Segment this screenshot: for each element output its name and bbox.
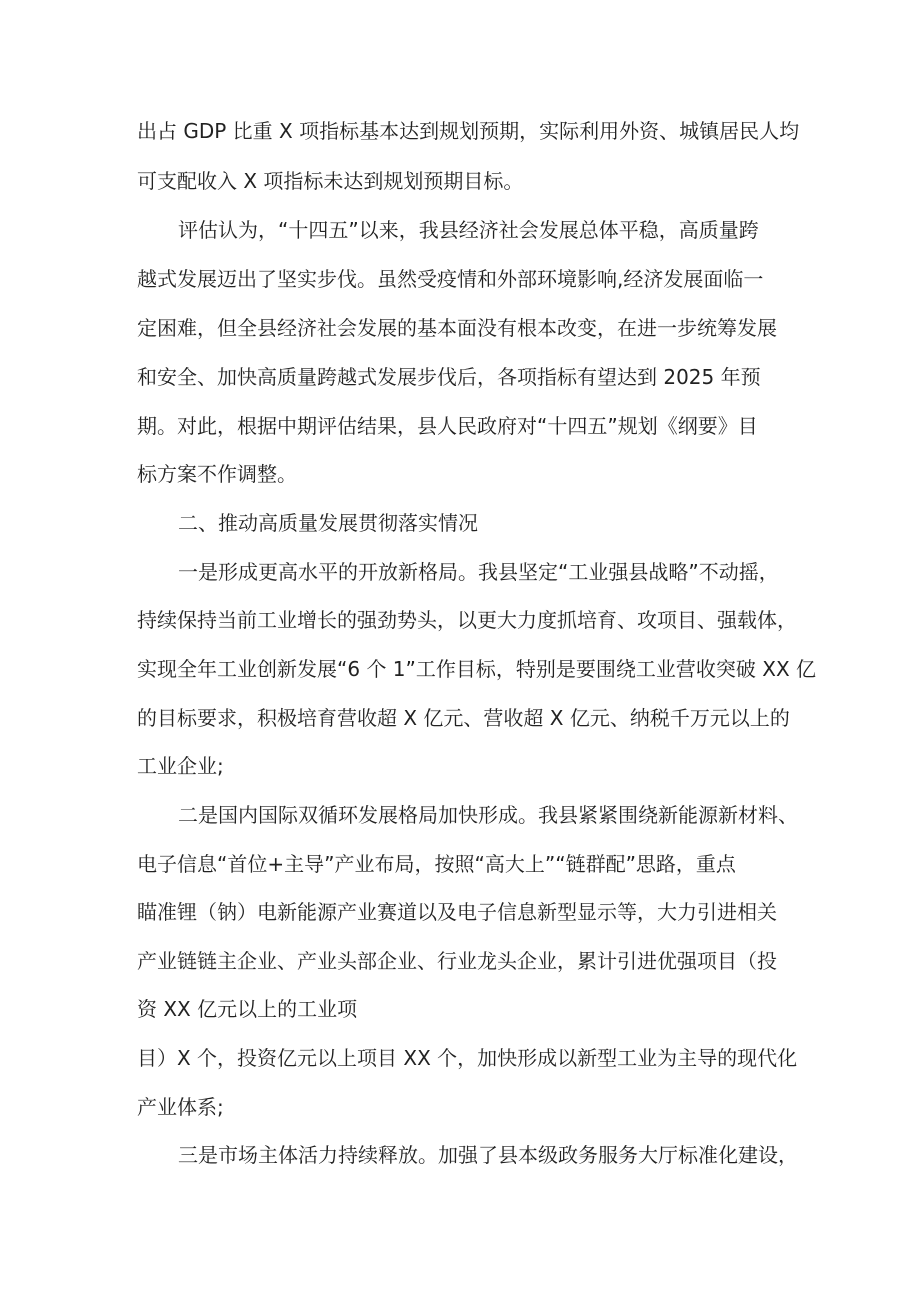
text-line: 标方案不作调整。: [137, 462, 297, 486]
text-line: 资 XX 亿元以上的工业项: [137, 997, 358, 1021]
paragraph-start-line: 三是市场主体活力持续释放。加强了县本级政务服务大厅标准化建设，: [178, 1143, 798, 1167]
paragraph-start-line: 评估认为，“十四五”以来，我县经济社会发展总体平稳，高质量跨: [178, 218, 759, 242]
text-line: 定困难，但全县经济社会发展的基本面没有根本改变，在进一步统筹发展: [137, 316, 777, 340]
text-line: 产业链链主企业、产业头部企业、行业龙头企业，累计引进优强项目（投: [137, 949, 777, 973]
text-line: 越式发展迈出了坚实步伐。虽然受疫情和外部环境影响,经济发展面临一: [137, 267, 764, 291]
paragraph-start-line: 一是形成更高水平的开放新格局。我县坚定“工业强县战略”不动摇，: [178, 560, 779, 584]
text-line: 实现全年工业创新发展“6 个 1”工作目标，特别是要围绕工业营收突破 XX 亿: [137, 657, 817, 681]
text-line: 和安全、加快高质量跨越式发展步伐后，各项指标有望达到 2025 年预: [137, 365, 761, 389]
text-line: 出占 GDP 比重 X 项指标基本达到规划预期，实际利用外资、城镇居民人均: [137, 119, 800, 143]
text-line: 电子信息“首位+主导”产业布局，按照“高大上”“链群配”思路，重点: [137, 852, 736, 876]
section-heading: 二、推动高质量发展贯彻落实情况: [178, 511, 478, 535]
text-line: 工业企业;: [137, 754, 224, 778]
text-line: 的目标要求，积极培育营收超 X 亿元、营收超 X 亿元、纳税千万元以上的: [137, 706, 790, 730]
text-line: 目）X 个，投资亿元以上项目 XX 个，加快形成以新型工业为主导的现代化: [137, 1046, 798, 1070]
text-line: 可支配收入 X 项指标未达到规划预期目标。: [137, 169, 524, 193]
text-line: 期。对此，根据中期评估结果，县人民政府对“十四五”规划《纲要》目: [137, 414, 758, 438]
paragraph-start-line: 二是国内国际双循环发展格局加快形成。我县紧紧围绕新能源新材料、: [178, 803, 798, 827]
text-line: 持续保持当前工业增长的强劲势头，以更大力度抓培育、攻项目、强载体，: [137, 608, 797, 632]
text-line: 产业体系;: [137, 1095, 224, 1119]
text-line: 瞄准锂（钠）电新能源产业赛道以及电子信息新型显示等，大力引进相关: [137, 900, 777, 924]
